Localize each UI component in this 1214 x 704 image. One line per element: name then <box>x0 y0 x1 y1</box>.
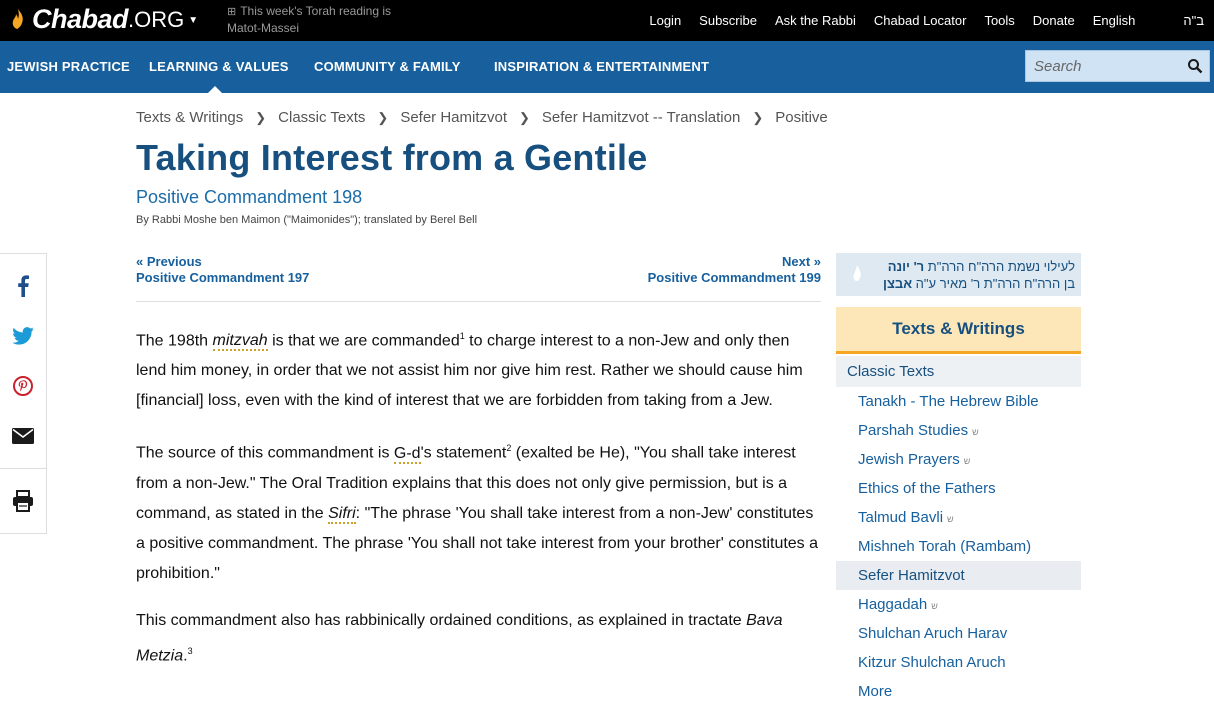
bh-mark: ב"ה <box>1183 13 1204 28</box>
paragraph: The 198th mitzvah is that we are commanded$^1$ to charge interest to a non-Jew and only then lend him money, in order that we not assist him nor give him rest. Rather we should cause him [financial] loss, even with the kind of interest that we are forbidden from taking from a Jew. <box>136 331 803 410</box>
sidebar-item-parshah-studies[interactable]: Parshah Studies ש <box>858 422 979 439</box>
footnote-ref[interactable]: 3 <box>187 645 193 656</box>
site-logo[interactable] <box>10 4 198 35</box>
breadcrumb-texts-writings[interactable]: Texts & Writings <box>136 109 244 126</box>
paragraph: This commandment also has rabbinically ordained conditions, as explained in tractate Bava Metzia.$^3$ <box>136 611 783 664</box>
torah-reading-notice[interactable]: ⊞ This week's Torah reading is Matot-Massei <box>227 4 392 35</box>
facebook-icon[interactable] <box>0 266 46 306</box>
chevron-down-icon[interactable]: ▼ <box>188 15 199 26</box>
torah-scroll-icon: ⊞ <box>227 6 237 18</box>
sidebar-item-talmud-bavli[interactable]: Talmud Bavli ש <box>858 509 954 526</box>
previous-link[interactable]: « Previous Positive Commandment 197 <box>136 254 310 285</box>
footnote-ref[interactable]: 1 <box>459 331 465 341</box>
byline: By Rabbi Moshe ben Maimon ("Maimonides"); translated by Berel Bell <box>136 214 478 226</box>
subscribe-link[interactable]: Subscribe <box>699 13 757 28</box>
chabad-locator-link[interactable]: Chabad Locator <box>873 13 967 28</box>
chevron-right-icon: ❯ <box>255 109 267 125</box>
mitzvah-glossary-link[interactable]: mitzvah <box>212 332 268 350</box>
sidebar-item-haggadah[interactable]: Haggadah ש <box>858 596 938 613</box>
nav-learning-values[interactable]: LEARNING & VALUES <box>149 59 289 74</box>
top-bar <box>0 0 1214 41</box>
article-body <box>136 321 821 688</box>
chevron-right-icon: ❯ <box>519 109 530 125</box>
memorial-dedication: לעילוי נשמת הרה"ח הרה"ת ר' יונה בן הרה"ח הרה"ת ר' מאיר ע"ה אבצן <box>836 253 1081 296</box>
sidebar-item-classic-texts[interactable]: Classic Texts <box>836 356 1081 387</box>
breadcrumb-translation[interactable]: Sefer Hamitzvot -- Translation <box>541 109 741 126</box>
tools-link[interactable]: Tools <box>984 13 1015 28</box>
main-nav <box>0 41 1214 93</box>
breadcrumb-positive[interactable]: Positive <box>775 109 828 126</box>
sifri-glossary-link[interactable]: Sifri <box>328 504 356 522</box>
search-input[interactable] <box>1026 51 1176 81</box>
share-bar <box>0 253 47 534</box>
sidebar-item-sefer-hamitzvot[interactable]: Sefer Hamitzvot <box>836 561 1081 590</box>
next-link[interactable]: Next » Positive Commandment 199 <box>647 254 821 285</box>
sidebar-item-jewish-prayers[interactable]: Jewish Prayers ש <box>858 451 971 468</box>
page-title: Taking Interest from a Gentile <box>136 137 648 178</box>
gd-glossary-link[interactable]: G‑d <box>393 444 421 462</box>
flame-icon <box>10 8 26 32</box>
page-subtitle: Positive Commandment 198 <box>136 187 363 207</box>
candle-icon <box>850 263 864 285</box>
share-divider <box>0 468 46 469</box>
login-link[interactable]: Login <box>649 13 682 28</box>
search-box <box>1025 50 1210 82</box>
donate-link[interactable]: Donate <box>1032 13 1075 28</box>
brand-tld: .ORG <box>128 6 185 32</box>
nav-inspiration-entertainment[interactable]: INSPIRATION & ENTERTAINMENT <box>494 59 710 74</box>
brand-name: Chabad <box>32 4 129 34</box>
breadcrumb <box>136 109 828 126</box>
active-nav-indicator <box>208 86 222 93</box>
sidebar-item-ethics-of-the-fathers[interactable]: Ethics of the Fathers <box>858 480 996 497</box>
sidebar-item-mishneh-torah[interactable]: Mishneh Torah (Rambam) <box>858 538 1032 555</box>
sidebar-heading[interactable]: Texts & Writings <box>836 307 1081 354</box>
sidebar-item-kitzur-shulchan-aruch[interactable]: Kitzur Shulchan Aruch <box>858 654 1006 671</box>
paragraph: The source of this commandment is G‑d's statement$^2$ (exalted be He), "You shall take interest from a non-Jew." The Oral Tradition explains that this does not only give permission, but is a command, as stated in the Sifri: "The phrase 'You shall take interest from a non-Jew' constitutes a positive commandment. The phrase 'You shall not take interest from your brother' constitutes a prohibition." <box>136 443 819 582</box>
breadcrumb-classic-texts[interactable]: Classic Texts <box>278 109 366 126</box>
pinterest-icon[interactable] <box>0 366 46 406</box>
chevron-right-icon: ❯ <box>377 109 389 125</box>
breadcrumb-sefer-hamitzvot[interactable]: Sefer Hamitzvot <box>400 109 508 126</box>
prev-next-nav <box>136 254 821 302</box>
sidebar-nav <box>836 356 1081 704</box>
top-nav <box>649 0 1214 41</box>
language-link[interactable]: English <box>1092 13 1136 28</box>
nav-jewish-practice[interactable]: JEWISH PRACTICE <box>7 59 130 74</box>
footnote-ref[interactable]: 2 <box>506 443 512 454</box>
ask-the-rabbi-link[interactable]: Ask the Rabbi <box>774 13 856 28</box>
chevron-right-icon: ❯ <box>752 109 764 125</box>
sidebar-item-tanakh[interactable]: Tanakh - The Hebrew Bible <box>858 393 1039 410</box>
sidebar-item-more[interactable]: More <box>858 683 893 700</box>
print-icon[interactable] <box>0 481 46 521</box>
search-icon[interactable] <box>1187 58 1203 74</box>
email-icon[interactable] <box>0 416 46 456</box>
twitter-icon[interactable] <box>0 316 46 356</box>
nav-community-family[interactable]: COMMUNITY & FAMILY <box>314 59 461 74</box>
sidebar-item-shulchan-aruch-harav[interactable]: Shulchan Aruch Harav <box>858 625 1008 642</box>
